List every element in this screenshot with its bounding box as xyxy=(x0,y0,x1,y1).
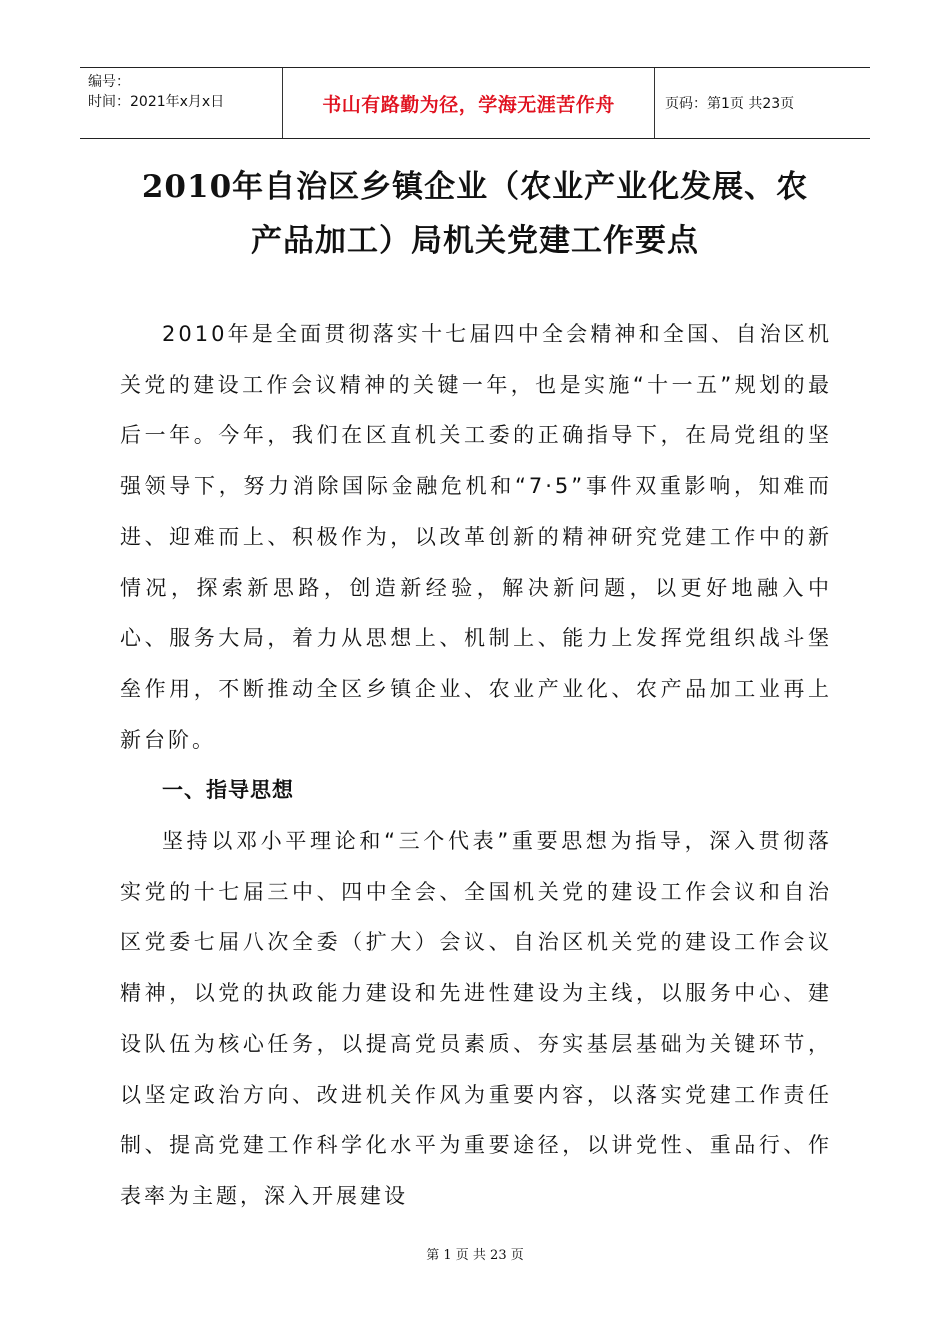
header-motto: 书山有路勤为径，学海无涯苦作舟 xyxy=(283,68,655,138)
header-meta xyxy=(80,68,283,138)
document-body xyxy=(120,309,832,1222)
header-page-info: 页码：第1页 共23页 xyxy=(665,96,795,112)
document-title xyxy=(90,160,860,268)
section-paragraph: 坚持以邓小平理论和“三个代表”重要思想为指导，深入贯彻落实党的十七届三中、四中全会、全国机关党的建设工作会议和自治区党委七届八次全委（扩大）会议、自治区机关党的建设工作会议精神，以党的执政能力建设和先进性建设为主线，以服务中心、建设队伍为核心任务，以提高党员素质、夯实基层基础为关键环节，以坚定政治方向、改进机关作风为重要内容，以落实党建工作责任制、提高党建工作科学化水平为重要途径，以讲党性、重品行、作表率为主题，深入开展建设 xyxy=(120,829,832,1208)
title-line-2: 产品加工）局机关党建工作要点 xyxy=(251,223,699,259)
document-header xyxy=(80,67,870,139)
page-footer: 第 1 页 共 23 页 xyxy=(426,1248,524,1263)
number-label: 编号： xyxy=(88,74,130,90)
date-label: 时间：2021年x月x日 xyxy=(88,94,225,110)
title-line-1: 2010年自治区乡镇企业（农业产业化发展、农 xyxy=(141,169,809,205)
intro-paragraph: 2010年是全面贯彻落实十七届四中全会精神和全国、自治区机关党的建设工作会议精神的关键一年，也是实施“十一五”规划的最后一年。今年，我们在区直机关工委的正确指导下，在局党组的坚强领导下，努力消除国际金融危机和“7·5”事件双重影响，知难而进、迎难而上、积极作为，以改革创新的精神研究党建工作中的新情况，探索新思路，创造新经验，解决新问题，以更好地融入中心、服务大局，着力从思想上、机制上、能力上发挥党组织战斗堡垒作用，不断推动全区乡镇企业、农业产业化、农产品加工业再上新台阶。 xyxy=(120,322,832,752)
section-heading: 一、指导思想 xyxy=(162,778,294,803)
